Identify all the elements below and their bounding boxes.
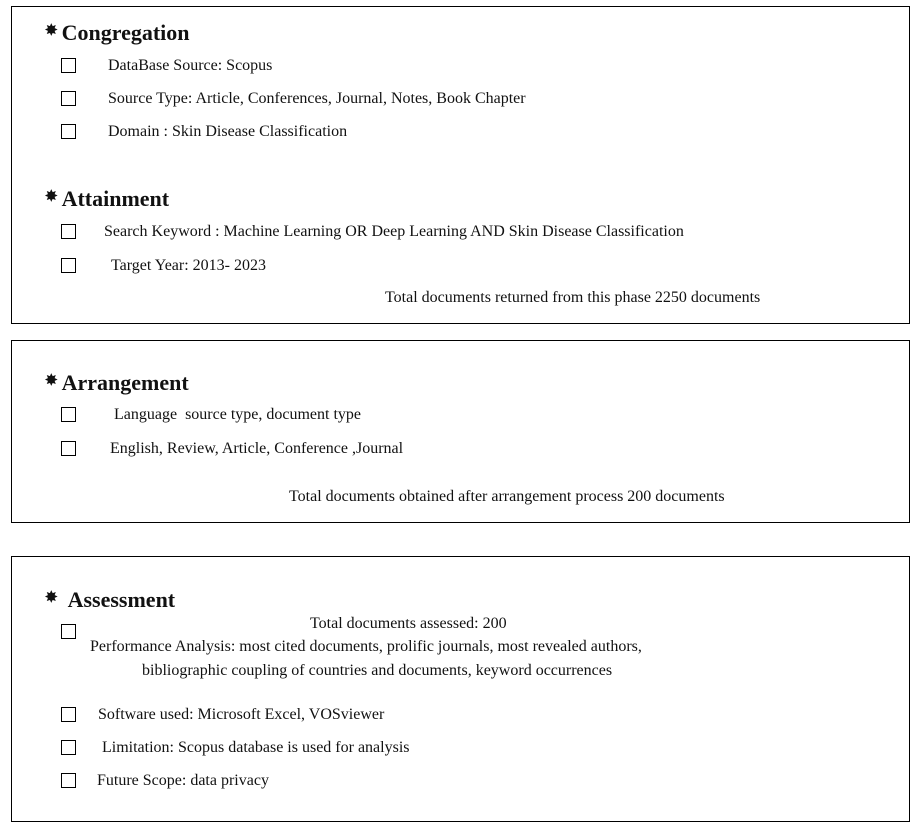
checkbox-icon[interactable]: [61, 58, 76, 73]
attainment-heading: [45, 187, 169, 211]
congregation-heading: [45, 21, 190, 45]
congregation-item-source-type: Source Type: Article, Conferences, Journal, Notes, Book Chapter: [108, 90, 526, 107]
checkbox-icon[interactable]: [61, 740, 76, 755]
attainment-item-search-keyword: Search Keyword : Machine Learning OR Deep Learning AND Skin Disease Classification: [104, 223, 684, 240]
checkbox-icon[interactable]: [61, 224, 76, 239]
arrangement-item-language: Language source type, document type: [114, 406, 362, 423]
attainment-total: Total documents returned from this phase 2250 documents: [385, 289, 761, 306]
assessment-item-future-scope: Future Scope: data privacy: [97, 772, 269, 789]
star-bullet-icon: ✸: [45, 189, 58, 205]
checkbox-icon[interactable]: [61, 124, 76, 139]
assessment-heading: [45, 588, 175, 612]
arrangement-item-types: English, Review, Article, Conference ,Journal: [110, 440, 404, 457]
checkbox-icon[interactable]: [61, 624, 76, 639]
arrangement-heading: [45, 371, 189, 395]
checkbox-icon[interactable]: [61, 91, 76, 106]
congregation-title: Congregation: [61, 20, 190, 45]
assessment-performance-line2: bibliographic coupling of countries and documents, keyword occurrences: [142, 662, 613, 679]
congregation-attainment-box: [11, 6, 910, 324]
checkbox-icon[interactable]: [61, 258, 76, 273]
attainment-title: Attainment: [61, 186, 170, 211]
congregation-item-domain: Domain : Skin Disease Classification: [108, 123, 348, 140]
attainment-item-target-year: Target Year: 2013- 2023: [111, 257, 267, 274]
star-bullet-icon: ✸: [45, 590, 58, 606]
arrangement-title: Arrangement: [61, 370, 189, 395]
congregation-item-database: DataBase Source: Scopus: [108, 57, 273, 74]
checkbox-icon[interactable]: [61, 407, 76, 422]
star-bullet-icon: ✸: [45, 373, 58, 389]
arrangement-total: Total documents obtained after arrangement process 200 documents: [289, 488, 725, 505]
assessment-title: Assessment: [67, 587, 176, 612]
checkbox-icon[interactable]: [61, 707, 76, 722]
checkbox-icon[interactable]: [61, 441, 76, 456]
assessment-item-software: Software used: Microsoft Excel, VOSviewer: [98, 706, 385, 723]
assessment-item-limitation: Limitation: Scopus database is used for analysis: [102, 739, 410, 756]
assessment-total-assessed: Total documents assessed: 200: [310, 615, 507, 632]
star-bullet-icon: ✸: [45, 23, 58, 39]
assessment-performance-line1: Performance Analysis: most cited documents, prolific journals, most revealed authors,: [90, 638, 642, 655]
checkbox-icon[interactable]: [61, 773, 76, 788]
